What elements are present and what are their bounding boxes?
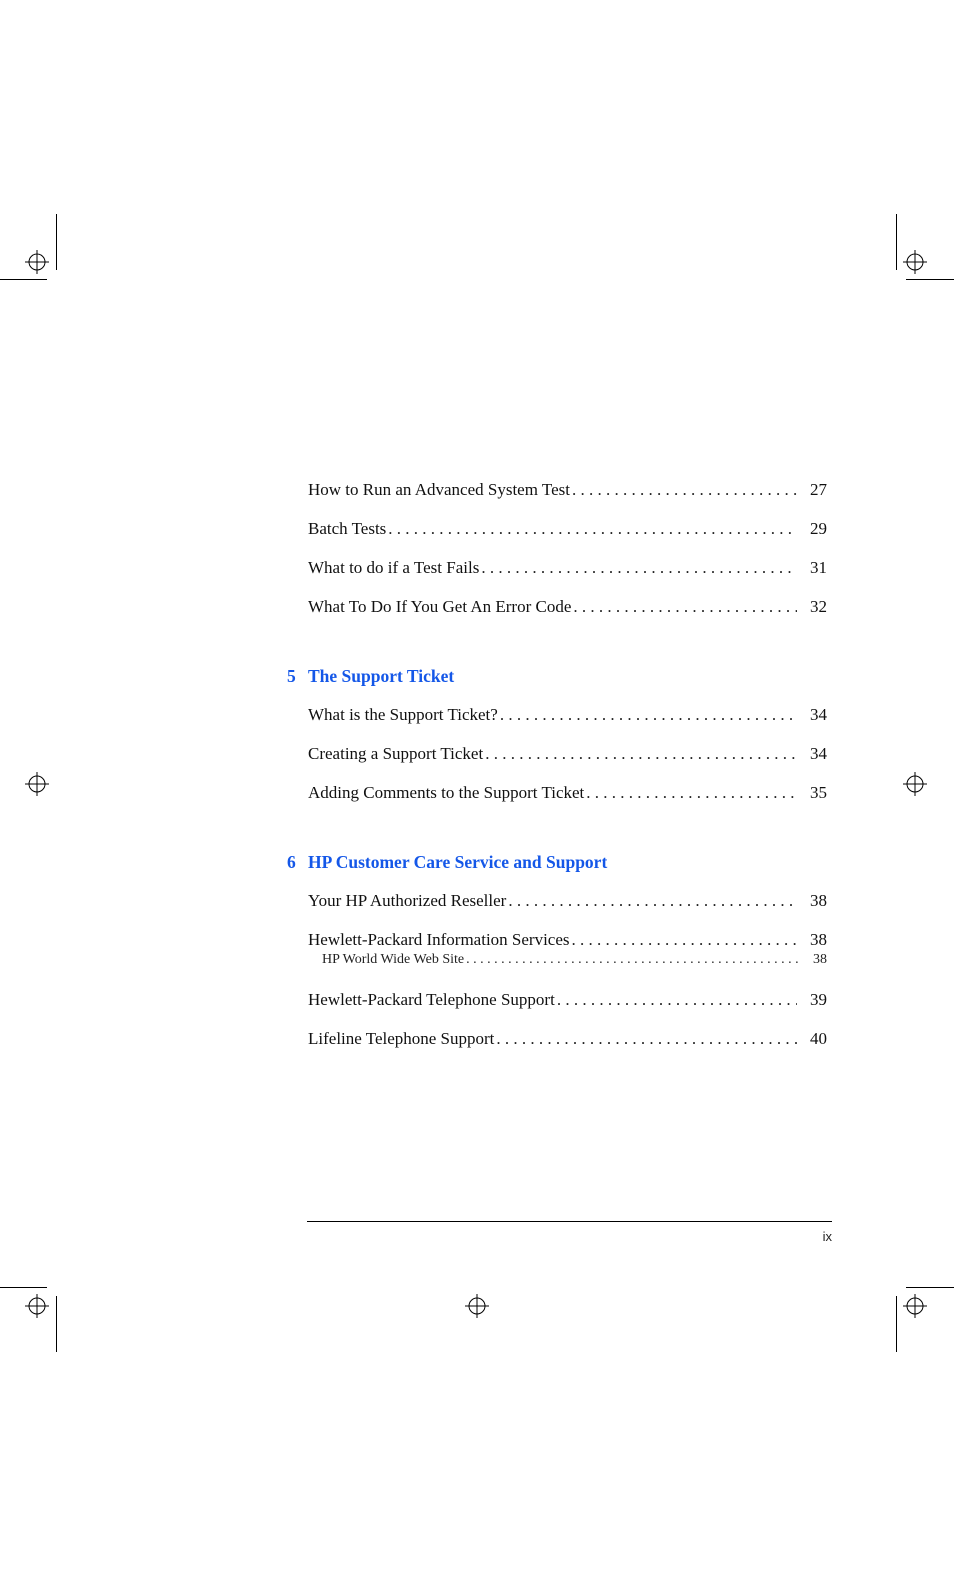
toc-entry-title: How to Run an Advanced System Test (308, 480, 570, 499)
toc-entry[interactable] (287, 742, 827, 765)
dot-leader (481, 556, 797, 579)
toc-entry-title: Batch Tests (308, 519, 387, 538)
footer-rule (307, 1221, 832, 1222)
chapter-title: The Support Ticket (308, 666, 455, 686)
toc-entry-page: 40 (810, 1029, 827, 1048)
toc-entry[interactable] (287, 781, 827, 804)
toc-entry-page: 39 (810, 990, 827, 1009)
toc-entry[interactable] (287, 928, 827, 951)
dot-leader (572, 928, 797, 951)
toc-entry-title: Creating a Support Ticket (308, 744, 484, 763)
chapter-heading-5[interactable] (287, 664, 827, 688)
dot-leader (388, 517, 797, 540)
registration-mark-icon (903, 1294, 927, 1318)
registration-mark-icon (903, 250, 927, 274)
toc-entry-title: Hewlett-Packard Information Services (308, 930, 570, 949)
crop-mark (896, 214, 897, 270)
toc-entry-title: What to do if a Test Fails (308, 558, 480, 577)
crop-mark (906, 279, 954, 280)
toc-entry-page: 35 (810, 783, 827, 802)
toc-entry-title: What is the Support Ticket? (308, 705, 498, 724)
dot-leader (466, 951, 799, 969)
toc-entry-page: 34 (810, 744, 827, 763)
toc-entry-page: 34 (810, 705, 827, 724)
toc-subentry-title: HP World Wide Web Site (322, 952, 465, 967)
chapter-heading-6[interactable] (287, 850, 827, 874)
crop-mark (56, 214, 57, 270)
registration-mark-icon (25, 250, 49, 274)
dot-leader (572, 478, 797, 501)
toc-entry-page: 29 (810, 519, 827, 538)
toc-entry-title: What To Do If You Get An Error Code (308, 597, 572, 616)
chapter-title: HP Customer Care Service and Support (308, 852, 608, 872)
chapter-number: 5 (287, 666, 296, 686)
dot-leader (557, 988, 797, 1011)
toc-entry-page: 31 (810, 558, 827, 577)
toc-entry-page: 27 (810, 480, 827, 499)
dot-leader (496, 1027, 797, 1050)
toc-entry[interactable] (287, 988, 827, 1011)
toc-entry[interactable] (287, 703, 827, 726)
toc-entry-title: Adding Comments to the Support Ticket (308, 783, 585, 802)
crop-mark (0, 1287, 47, 1288)
toc-entry[interactable] (287, 556, 827, 579)
crop-mark (896, 1296, 897, 1352)
crop-mark (0, 279, 47, 280)
table-of-contents (287, 478, 827, 1050)
toc-entry[interactable] (287, 1027, 827, 1050)
toc-subentry[interactable] (287, 951, 827, 969)
toc-entry[interactable] (287, 478, 827, 501)
dot-leader (586, 781, 797, 804)
dot-leader (500, 703, 797, 726)
toc-entry[interactable] (287, 595, 827, 618)
registration-mark-icon (25, 1294, 49, 1318)
registration-mark-icon (465, 1294, 489, 1318)
toc-entry-page: 38 (810, 891, 827, 910)
toc-entry-page: 38 (810, 930, 827, 949)
page-number: ix (822, 1229, 832, 1244)
toc-entry-page: 32 (810, 597, 827, 616)
dot-leader (573, 595, 797, 618)
crop-mark (56, 1296, 57, 1352)
toc-entry-title: Your HP Authorized Reseller (308, 891, 507, 910)
dot-leader (485, 742, 797, 765)
toc-entry[interactable] (287, 889, 827, 912)
registration-mark-icon (25, 772, 49, 796)
toc-entry[interactable] (287, 517, 827, 540)
dot-leader (508, 889, 797, 912)
toc-entry-title: Hewlett-Packard Telephone Support (308, 990, 555, 1009)
toc-entry-title: Lifeline Telephone Support (308, 1029, 495, 1048)
chapter-number: 6 (287, 852, 296, 872)
registration-mark-icon (903, 772, 927, 796)
crop-mark (906, 1287, 954, 1288)
toc-subentry-page: 38 (813, 952, 827, 967)
